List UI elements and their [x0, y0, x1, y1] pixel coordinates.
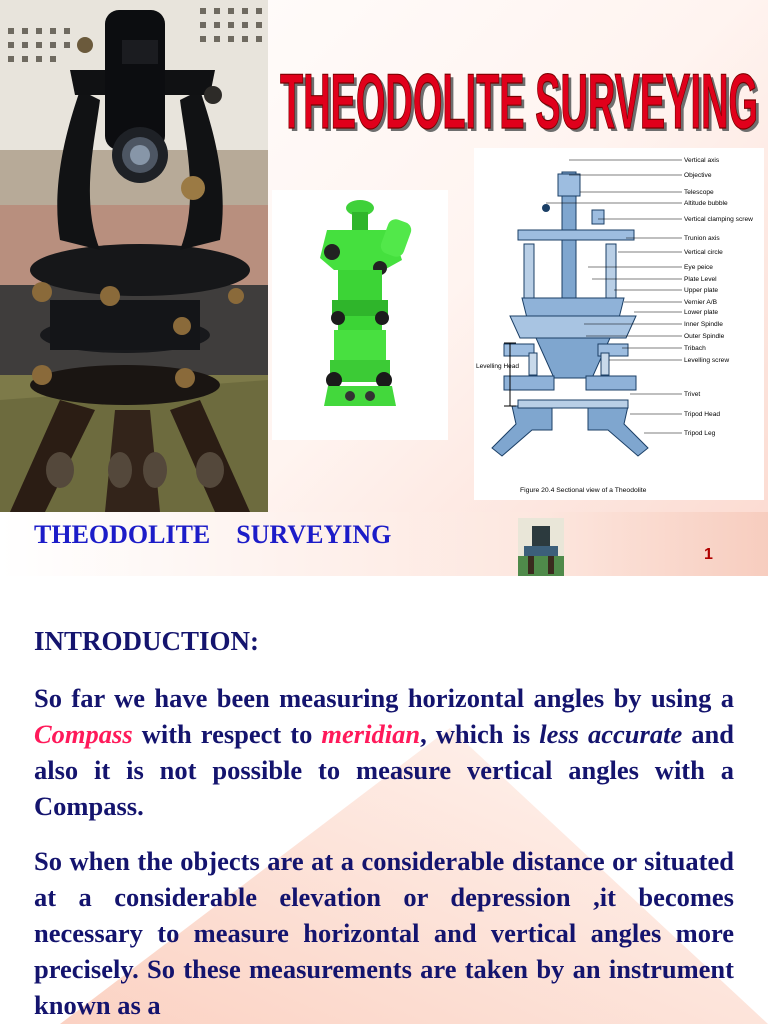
title-text: THEODOLITE SURVEYING [280, 57, 758, 140]
diagram-label: Tripod Head [684, 411, 721, 418]
diagram-label: Outer Spindle [684, 333, 725, 340]
diagram-label: Inner Spindle [684, 321, 723, 328]
diagram-label: Plate Level [684, 276, 717, 283]
diagram-label: Trivet [684, 391, 701, 398]
title-shadow: THEODOLITE SURVEYING [283, 60, 761, 140]
p1-text-a: So far we have been measuring horizontal angles by using a [34, 683, 734, 713]
sectional-view-diagram [474, 148, 764, 500]
green-theodolite-image [272, 190, 448, 440]
slide-number: 1 [704, 546, 713, 563]
footer-thumbnail [518, 518, 564, 576]
compass-term: Compass [34, 719, 133, 749]
diagram-label: Lower plate [684, 309, 719, 316]
diagram-label: Tripod Leg [684, 430, 716, 437]
levelling-head-label: Levelling Head [476, 363, 520, 370]
intro-paragraph-2: So when the objects are at a considerable distance or situated at a considerable elevation or depression ,it becomes necessary to measure horizontal and vertical angles more precisely. So these measurements are taken by an instrument known as a [34, 846, 734, 1020]
diagram-label: Vernier A/B [684, 299, 717, 306]
diagram-label: Vertical axis [684, 157, 720, 164]
diagram-label: Levelling screw [684, 357, 730, 364]
diagram-label: Eye peice [684, 264, 713, 271]
diagram-label: Telescope [684, 189, 714, 196]
p1-text-c: , which is [420, 719, 540, 749]
footer-title: THEODOLITE SURVEYING [34, 520, 392, 549]
theodolite-photo [0, 0, 268, 512]
title-wordart [276, 10, 764, 140]
diagram-caption: Figure 20.4 Sectional view of a Theodolite [520, 487, 647, 494]
slide-2 [0, 578, 768, 1024]
meridian-term: meridian [321, 719, 421, 749]
diagram-label: Objective [684, 172, 712, 179]
introduction-heading: INTRODUCTION: [34, 626, 260, 656]
diagram-label: Altitude bubble [684, 200, 728, 207]
diagram-label: Trunion axis [684, 235, 720, 242]
less-accurate-term: less accurate [539, 719, 683, 749]
p1-text-d: and also it is not possible to measure vertical angles with a Compass. [34, 719, 734, 821]
diagram-label: Upper plate [684, 287, 719, 294]
p1-text-b: with respect to [132, 719, 322, 749]
diagram-label: Vertical circle [684, 249, 723, 256]
intro-paragraph-1 [34, 680, 734, 824]
diagram-label: Vertical clamping screw [684, 216, 753, 223]
diagram-label: Tribach [684, 345, 706, 352]
